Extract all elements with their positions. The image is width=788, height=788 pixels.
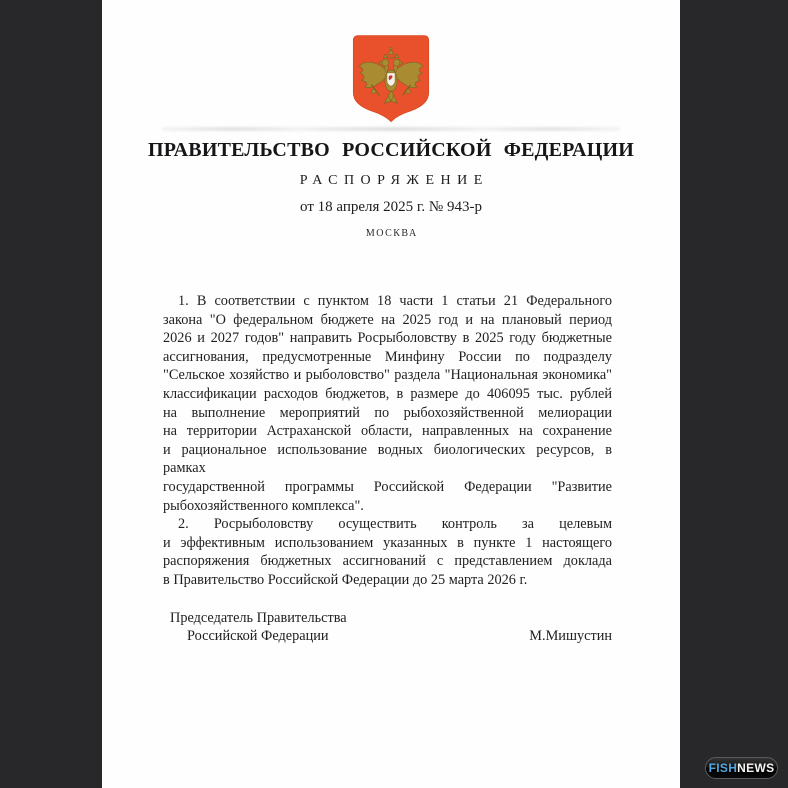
signer-position [170,609,347,646]
scan-artifact-line [162,127,620,131]
body-line: на территории Астраханской области, направленных на сохранение [163,423,612,440]
document-page [102,0,680,788]
body-line: и эффективным использованием указанных в пункте 1 настоящего [163,534,612,551]
fishnews-logo-news: NEWS [737,761,775,775]
body-line: 1. В соответствии с пунктом 18 части 1 статьи 21 Федерального [178,293,612,309]
body-line: на выполнение мероприятий по рыбохозяйственной мелиорации [163,404,612,421]
government-title: ПРАВИТЕЛЬСТВО РОССИЙСКОЙ ФЕДЕРАЦИИ [148,139,634,161]
body-line: в Правительство Российской Федерации до 25 марта 2026 г. [163,571,528,588]
signer-position-line1: Председатель Правительства [170,609,347,626]
body-line: "Сельское хозяйство и рыболовство" раздела "Национальная экономика" [163,367,612,384]
russia-coat-of-arms-icon [350,34,432,124]
emblem-wrapper [102,0,680,124]
body-line: и рациональное использование водных биологических ресурсов, в рамках [163,441,612,477]
document-type-heading: РАСПОРЯЖЕНИЕ [299,173,489,188]
body-line: классификации расходов бюджетов, в размере до 406095 тыс. рублей [163,385,612,402]
signer-position-line2: Российской Федерации [187,628,329,644]
signer-name: М.Мишустин [529,628,612,644]
city-label: МОСКВА [365,228,418,239]
body-line: ассигнования, предусмотренные Минфину России по подразделу [163,348,612,365]
body-line: закона "О федеральном бюджете на 2025 год и на плановый период [163,311,612,328]
document-date-number: от 18 апреля 2025 г. № 943-р [300,199,482,215]
body-line: государственной программы Российской Федерации "Развитие [163,478,612,495]
body-line: 2. Росрыболовству осуществить контроль за целевым [178,516,612,533]
signature-block [170,609,612,646]
body-line: рыбохозяйственного комплекса". [163,497,364,514]
body-line: 2026 и 2027 годов" направить Росрыболовству в 2025 году бюджетные [163,330,612,347]
body-line: распоряжения бюджетных ассигнований с представлением доклада [163,553,612,570]
fishnews-logo-fish: FISH [708,761,738,775]
document-body [163,292,612,590]
fishnews-logo [705,757,778,779]
